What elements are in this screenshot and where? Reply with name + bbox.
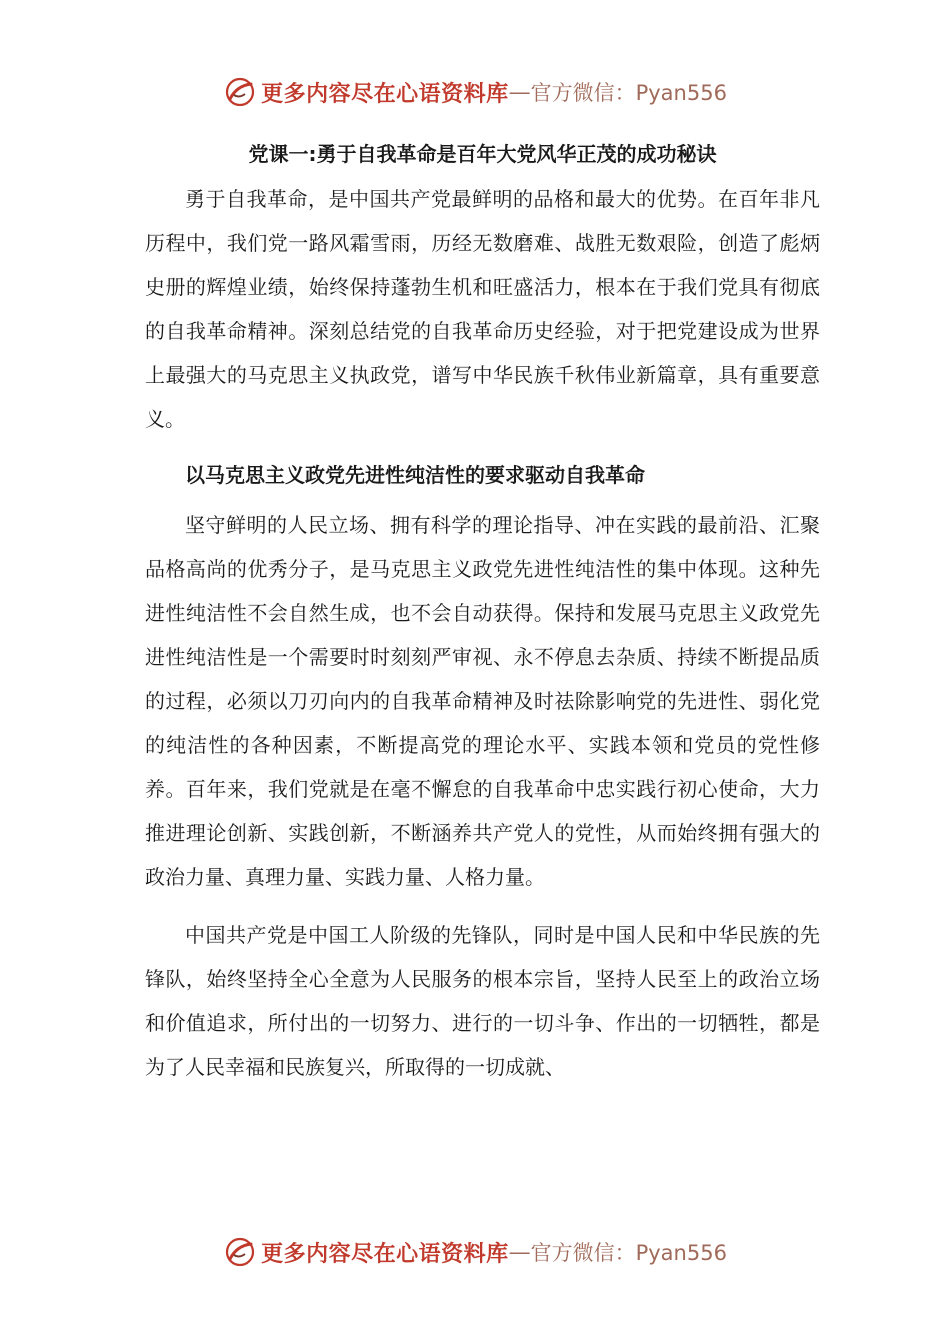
brand-logo-icon xyxy=(223,75,257,109)
brand-logo-icon xyxy=(223,1235,257,1269)
footer-separator: — xyxy=(508,1239,531,1265)
footer-brand-text: 更多内容尽在心语资料库 xyxy=(261,1240,509,1267)
header-brand-text: 更多内容尽在心语资料库 xyxy=(261,80,509,107)
footer-wechat-text: 官方微信：Pyan556 xyxy=(530,1241,727,1265)
header-separator: — xyxy=(508,79,531,105)
header-wechat-text: 官方微信：Pyan556 xyxy=(530,81,727,105)
document-title: 党课一:勇于自我革命是百年大党风华正茂的成功秘诀 xyxy=(248,142,717,166)
section-heading: 以马克思主义政党先进性纯洁性的要求驱动自我革命 xyxy=(185,463,645,487)
footer-banner xyxy=(0,1232,950,1272)
header-banner xyxy=(0,72,950,112)
document-body xyxy=(145,130,820,1103)
section-paragraph: 中国共产党是中国工人阶级的先锋队，同时是中国人民和中华民族的先锋队，始终坚持全心全意为人民服务的根本宗旨，坚持人民至上的政治立场和价值追求，所付出的一切努力、进行的一切斗争、作出的一切牺牲，都是为了人民幸福和民族复兴，所取得的一切成就、 xyxy=(145,923,820,1079)
intro-paragraph: 勇于自我革命，是中国共产党最鲜明的品格和最大的优势。在百年非凡历程中，我们党一路风霜雪雨，历经无数磨难、战胜无数艰险，创造了彪炳史册的辉煌业绩，始终保持蓬勃生机和旺盛活力，根本在于我们党具有彻底的自我革命精神。深刻总结党的自我革命历史经验，对于把党建设成为世界上最强大的马克思主义执政党，谱写中华民族千秋伟业新篇章，具有重要意义。 xyxy=(145,187,820,431)
section-paragraph: 坚守鲜明的人民立场、拥有科学的理论指导、冲在实践的最前沿、汇聚品格高尚的优秀分子，是马克思主义政党先进性纯洁性的集中体现。这种先进性纯洁性不会自然生成，也不会自动获得。保持和发展马克思主义政党先进性纯洁性是一个需要时时刻刻严审视、永不停息去杂质、持续不断提品质的过程，必须以刀刃向内的自我革命精神及时祛除影响党的先进性、弱化党的纯洁性的各种因素，不断提高党的理论水平、实践本领和党员的党性修养。百年来，我们党就是在毫不懈怠的自我革命中忠实践行初心使命，大力推进理论创新、实践创新，不断涵养共产党人的党性，从而始终拥有强大的政治力量、真理力量、实践力量、人格力量。 xyxy=(145,513,820,889)
